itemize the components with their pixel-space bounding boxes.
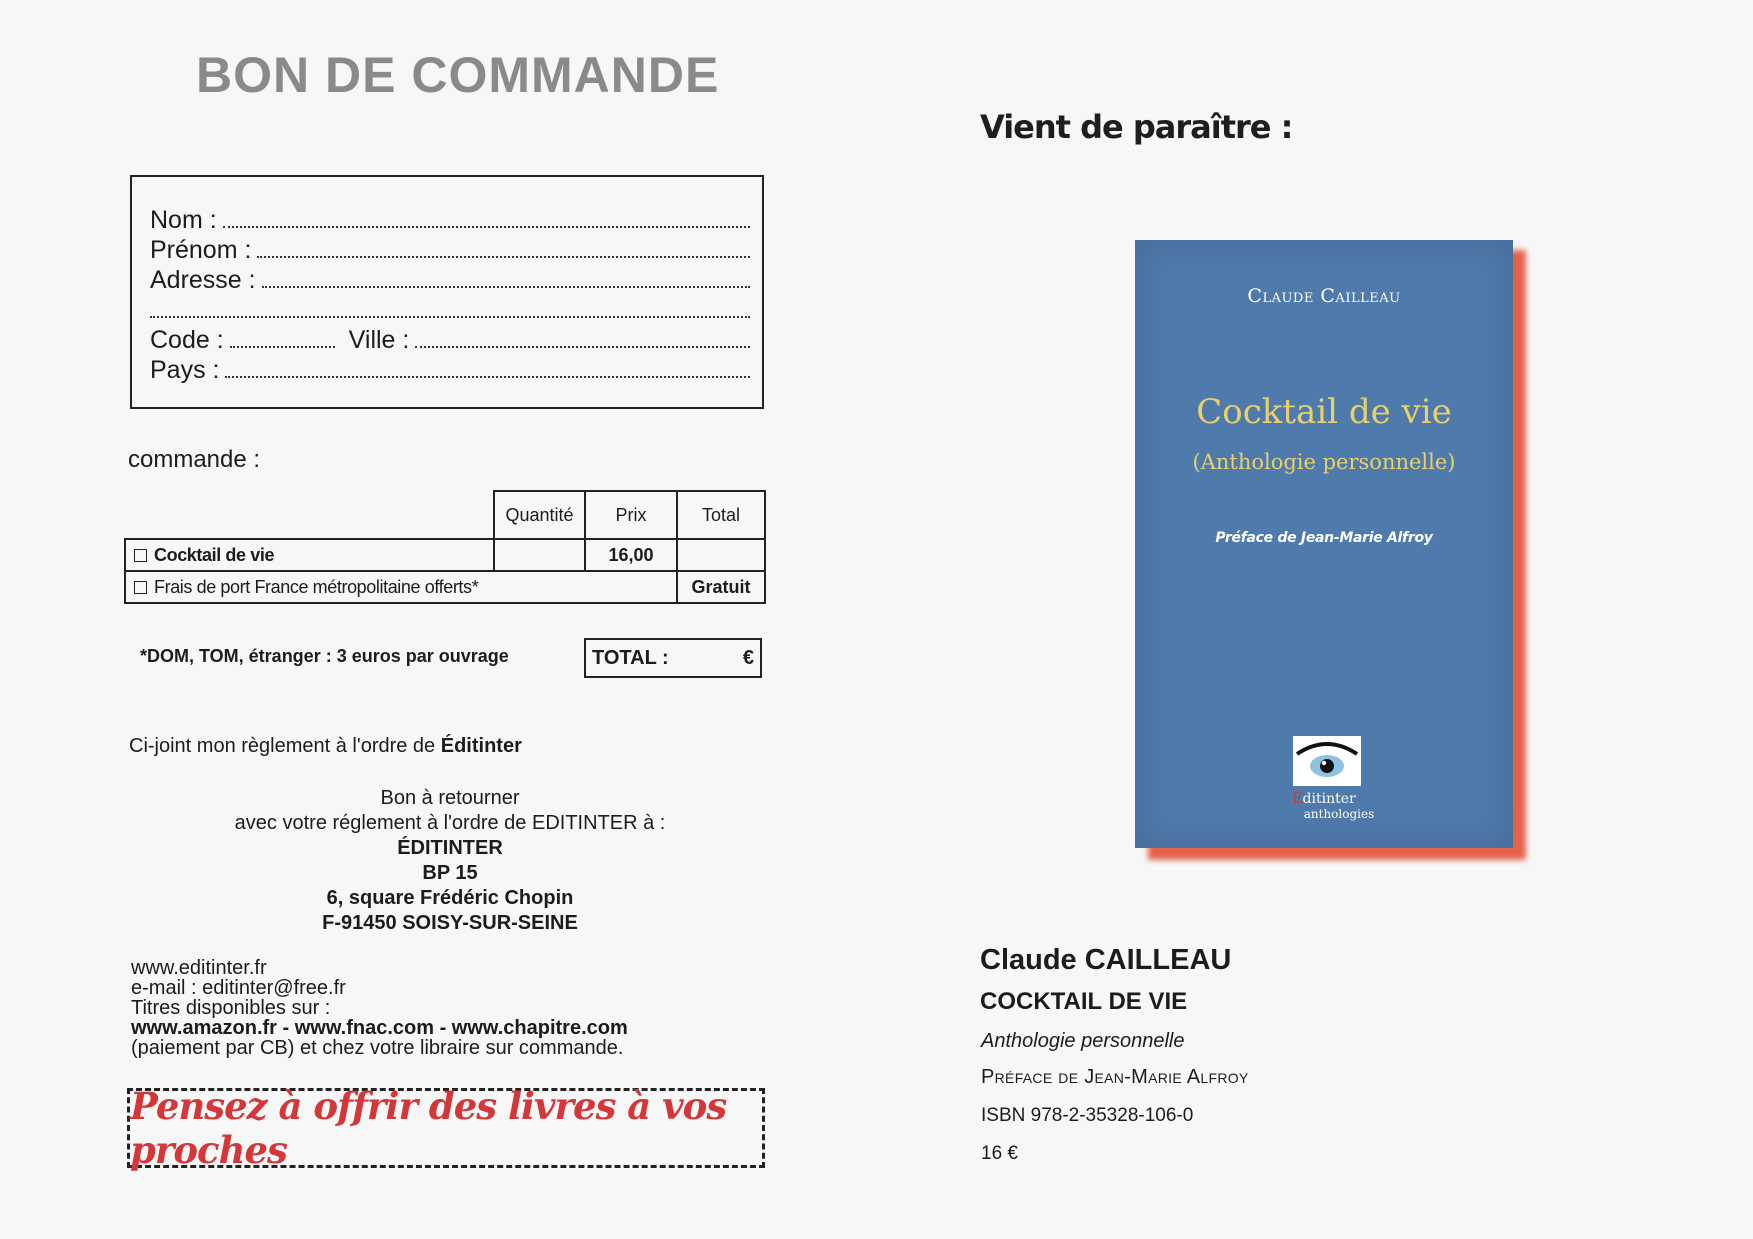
prenom-field[interactable] <box>150 235 750 265</box>
table-row <box>125 571 765 603</box>
return-address-block <box>180 786 720 936</box>
total-currency: € <box>742 646 754 669</box>
website-link[interactable]: www.editinter.fr <box>131 957 267 979</box>
contact-block <box>131 958 628 1058</box>
cover-subtitle: (Anthologie personnelle) <box>1192 450 1456 474</box>
store-links[interactable]: www.amazon.fr - www.fnac.com - www.chapitre.com <box>131 1017 628 1039</box>
row-book-price: 16,00 <box>585 539 677 571</box>
book-price: 16 € <box>981 1143 1018 1164</box>
eye-icon <box>1293 736 1361 786</box>
row-book-quantity[interactable] <box>494 539 585 571</box>
book-author: Claude CAILLEAU <box>980 944 1232 976</box>
total-box[interactable] <box>584 638 762 678</box>
return-line: ÉDITINTER <box>397 837 503 859</box>
email-link[interactable]: e-mail : editinter@free.fr <box>131 977 346 999</box>
payment-info: (paiement par CB) et chez votre libraire sur commande. <box>131 1037 624 1059</box>
book-isbn: ISBN 978-2-35328-106-0 <box>981 1105 1194 1126</box>
book-preface: Préface de Jean-Marie Alfroy <box>981 1066 1249 1088</box>
table-row <box>125 539 765 571</box>
form-title: BON DE COMMANDE <box>196 47 720 103</box>
return-line: BP 15 <box>422 862 478 884</box>
header-total: Total <box>677 491 765 539</box>
row-book-label[interactable]: Cocktail de vie <box>125 539 494 571</box>
ville-label: Ville : <box>348 326 410 354</box>
payment-note <box>129 735 522 758</box>
checkbox-icon[interactable] <box>134 581 147 594</box>
header-quantite: Quantité <box>494 491 585 539</box>
pays-label: Pays : <box>150 356 220 384</box>
return-line: F-91450 SOISY-SUR-SEINE <box>322 912 578 934</box>
book-title: COCKTAIL DE VIE <box>980 988 1188 1015</box>
cover-author: Claude Cailleau <box>1247 285 1401 307</box>
checkbox-icon[interactable] <box>134 549 147 562</box>
cover-publisher: Éditinter anthologies <box>1135 792 1513 822</box>
cover-title: Cocktail de vie <box>1196 392 1452 432</box>
release-heading: Vient de paraître : <box>980 108 1293 146</box>
cover-preface: Préface de Jean-Marie Alfroy <box>1215 530 1433 546</box>
return-line: 6, square Frédéric Chopin <box>326 887 574 909</box>
nom-label: Nom : <box>150 206 217 234</box>
return-line: Bon à retourner <box>380 787 520 809</box>
promo-box <box>127 1084 765 1172</box>
commande-label: commande : <box>128 446 261 473</box>
adresse-continuation-field[interactable] <box>150 295 750 325</box>
address-box <box>130 175 764 409</box>
availability-text: Titres disponibles sur : <box>131 997 331 1019</box>
payment-payee: Éditinter <box>440 735 522 757</box>
row-book-total[interactable] <box>677 539 765 571</box>
book-cover <box>1135 240 1513 848</box>
nom-field[interactable] <box>150 205 750 235</box>
adresse-label: Adresse : <box>150 266 256 294</box>
pays-field[interactable] <box>150 355 750 385</box>
adresse-field[interactable] <box>150 265 750 295</box>
prenom-label: Prénom : <box>150 236 252 264</box>
row-shipping-total: Gratuit <box>677 571 765 603</box>
book-subtitle: Anthologie personnelle <box>981 1030 1185 1052</box>
code-label: Code : <box>150 326 224 354</box>
total-label: TOTAL : <box>592 646 669 669</box>
header-prix: Prix <box>585 491 677 539</box>
payment-note-text: Ci-joint mon règlement à l'ordre de <box>129 735 436 757</box>
row-shipping-label[interactable]: Frais de port France métropolitaine offerts* <box>125 571 677 603</box>
return-line: avec votre réglement à l'ordre de EDITINTER à : <box>234 812 666 834</box>
dom-note: *DOM, TOM, étranger : 3 euros par ouvrage <box>140 646 509 666</box>
cover-collection: anthologies <box>1303 807 1375 821</box>
promo-text: Pensez à offrir des livres à vos proches <box>130 1084 727 1172</box>
code-ville-field[interactable] <box>150 325 750 355</box>
order-table <box>124 490 766 604</box>
